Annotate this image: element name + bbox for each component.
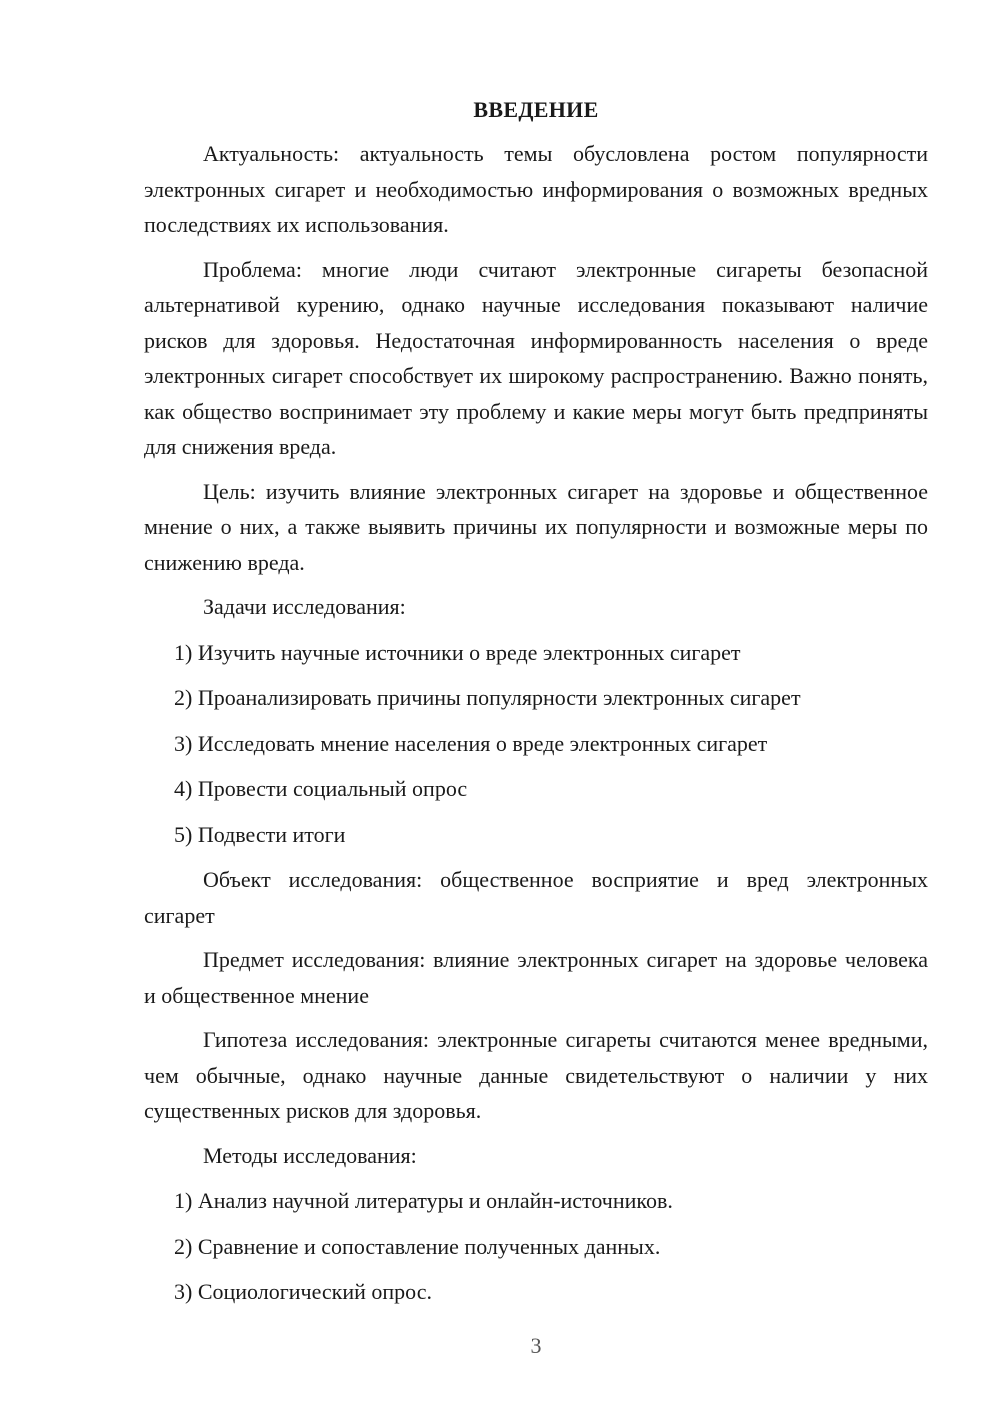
problem-paragraph: Проблема: многие люди считают электронные сигареты безопасной альтернативой курению, однако научные исследования показывают наличие рисков для здоровья. Недостаточная информированность населения о вреде электронных сигарет способствует их широкому распространению. Важно понять, как общество воспринимает эту проблему и какие меры могут быть предприняты для снижения вреда. (144, 256, 928, 459)
methods-heading: Методы исследования: (203, 1142, 417, 1168)
relevance-paragraph: Актуальность: актуальность темы обусловлена ростом популярности электронных сигарет и необходимостью информирования о возможных вредных последствиях их использования. (144, 141, 928, 237)
subject-paragraph: Предмет исследования: влияние электронных сигарет на здоровье человека и общественное мнение (144, 947, 928, 1008)
list-item: 1) Анализ научной литературы и онлайн-источников. (174, 1188, 673, 1213)
tasks-list (144, 635, 928, 853)
list-item: 5) Подвести итоги (174, 821, 346, 847)
list-item: 2) Сравнение и сопоставление полученных данных. (174, 1233, 661, 1259)
list-item: 3) Социологический опрос. (174, 1279, 432, 1304)
document-page (144, 92, 928, 1320)
hypothesis-paragraph: Гипотеза исследования: электронные сигареты считаются менее вредными, чем обычные, однако научные данные свидетельствуют о наличии у них существенных рисков для здоровья. (144, 1027, 928, 1123)
tasks-heading: Задачи исследования: (203, 594, 406, 619)
object-paragraph: Объект исследования: общественное восприятие и вред электронных сигарет (144, 867, 928, 928)
methods-list (144, 1183, 928, 1310)
list-item: 2) Проанализировать причины популярности электронных сигарет (174, 685, 801, 710)
list-item: 3) Исследовать мнение населения о вреде электронных сигарет (174, 730, 768, 756)
goal-paragraph: Цель: изучить влияние электронных сигарет на здоровье и общественное мнение о них, а также выявить причины их популярности и возможные меры по снижению вреда. (144, 478, 928, 575)
list-item: 1) Изучить научные источники о вреде электронных сигарет (174, 639, 741, 665)
section-title: ВВЕДЕНИЕ (473, 97, 599, 122)
list-item: 4) Провести социальный опрос (174, 776, 468, 801)
page-number: 3 (530, 1333, 542, 1358)
